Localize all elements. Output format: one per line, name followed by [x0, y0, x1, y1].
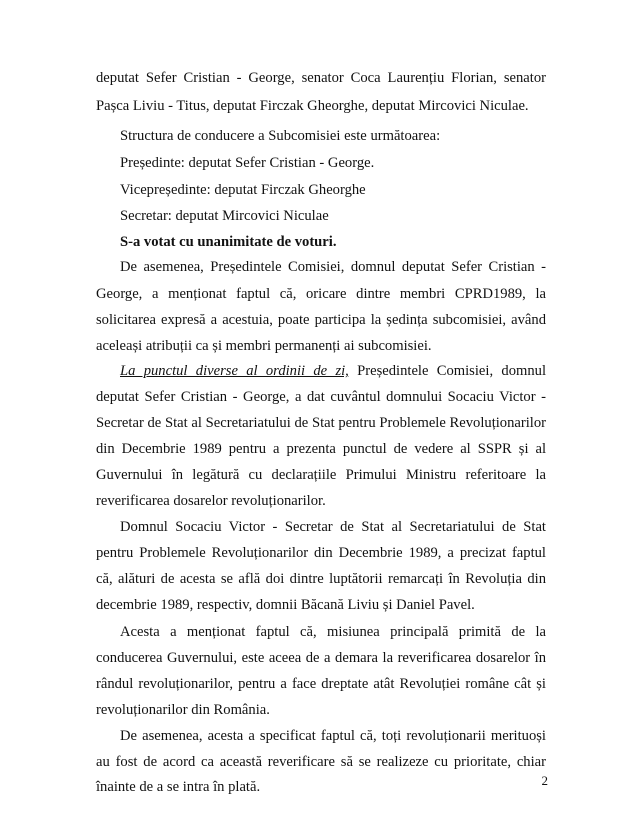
text-line: din Decembrie 1989 pentru a prezenta punctul de vedere al SSPR și al — [96, 441, 546, 457]
text-line: Secretar: deputat Mircovici Niculae — [120, 208, 329, 224]
text-line: reverificarea dosarelor revoluționarilor. — [96, 493, 326, 509]
text-line: Structura de conducere a Subcomisiei este următoarea: — [120, 128, 441, 144]
text-line: solicitarea expresă a acestuia, poate participa la ședința subcomisiei, având — [96, 312, 546, 328]
text-line: deputat Sefer Cristian - George, a dat cuvântul domnului Socaciu Victor - — [96, 389, 546, 405]
text-line: Vicepreședinte: deputat Firczak Gheorghe — [120, 182, 366, 198]
text-line: Acesta a menționat faptul că, misiunea principală primită de la — [120, 624, 546, 640]
text-line: deputat Sefer Cristian - George, senator Coca Laurențiu Florian, senator — [96, 70, 546, 86]
text-line — [96, 359, 546, 384]
text-line: Guvernului în legătură cu declarațiile Primului Ministru referitoare la — [96, 467, 546, 483]
text-line: De asemenea, Președintele Comisiei, domnul deputat Sefer Cristian - — [120, 259, 546, 275]
text-line: aceleași atribuții ca și membri permanenți ai subcomisiei. — [96, 338, 432, 354]
text-line: că, alături de acesta se află doi dintre luptătorii remarcați în Revoluția din — [96, 571, 546, 587]
text-line: au fost de acord ca această reverificare să se realizeze cu prioritate, chiar — [96, 754, 546, 770]
text-line: Secretar de Stat al Secretariatului de Stat pentru Problemele Revoluționarilor — [96, 415, 546, 431]
text-line: rândul revoluționarilor, pentru a face dreptate atât Revoluției române cât și — [96, 676, 546, 692]
text-line: Pașca Liviu - Titus, deputat Firczak Gheorghe, deputat Mircovici Niculae. — [96, 98, 529, 114]
text-line: înainte de a se intra în plată. — [96, 779, 261, 795]
text-line: revoluționarilor din România. — [96, 702, 270, 718]
text-line: De asemenea, acesta a specificat faptul că, toți revoluționarii merituoși — [120, 728, 546, 744]
text-line: Președinte: deputat Sefer Cristian - George. — [120, 155, 375, 171]
text-line: pentru Problemele Revoluționarilor din Decembrie 1989, a precizat faptul — [96, 545, 546, 561]
page-number: 2 — [541, 773, 548, 788]
text-line: conducerea Guvernului, este aceea de a demara la reverificarea dosarelor în — [96, 650, 546, 666]
text-line: Domnul Socaciu Victor - Secretar de Stat al Secretariatului de Stat — [120, 519, 546, 535]
text-line: decembrie 1989, respectiv, domnii Băcană Liviu și Daniel Pavel. — [96, 597, 475, 613]
agenda-item-heading: La punctul diverse al ordinii de zi, — [120, 363, 349, 379]
vote-result: S-a votat cu unanimitate de voturi. — [120, 234, 337, 250]
text-fragment: Președintele Comisiei, domnul — [348, 363, 546, 379]
text-line: George, a menționat faptul că, oricare dintre membri CPRD1989, la — [96, 286, 546, 302]
